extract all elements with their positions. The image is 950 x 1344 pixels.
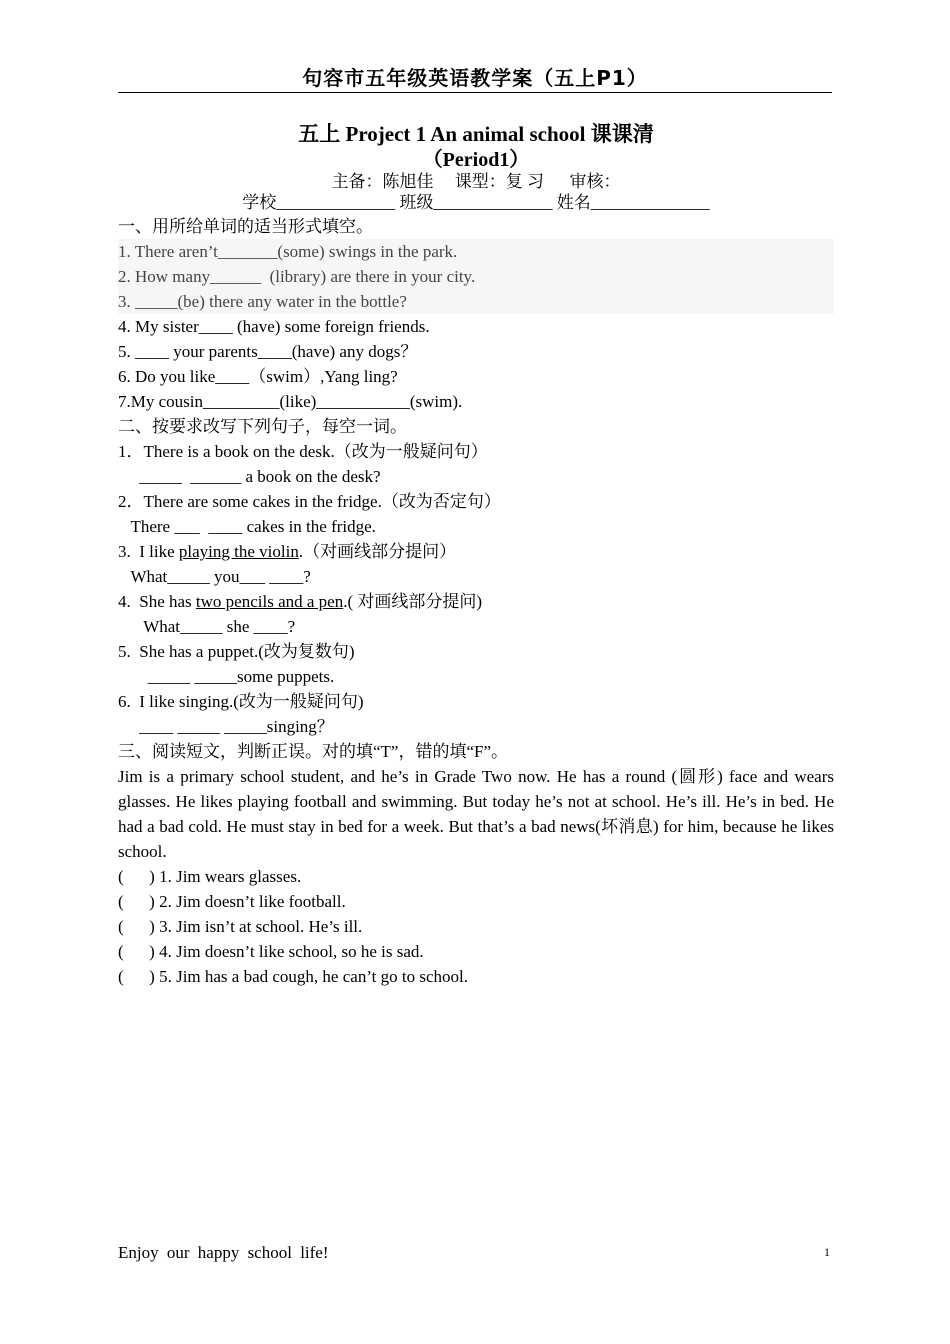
section1-item-6: 6. Do you like____（swim）,Yang ling? — [118, 367, 398, 386]
q3-underlined: playing the violin — [178, 542, 299, 561]
section2-answer-2: There ___ ____ cakes in the fridge. — [118, 517, 376, 536]
q3-suffix: .（对画线部分提问） — [298, 542, 457, 561]
q4-prefix: 4. She has — [118, 592, 196, 611]
section2-answer-5: _____ _____some puppets. — [118, 667, 335, 686]
judge-item-2: ( ) 2. Jim doesn’t like football. — [118, 892, 346, 911]
judge-item-4: ( ) 4. Jim doesn’t like school, so he is sad. — [118, 942, 424, 961]
footer-slogan: Enjoy our happy school life! — [118, 1243, 329, 1262]
section1-item-2: 2. How many______ (library) are there in your city. — [118, 264, 834, 289]
section2-answer-6: ____ _____ _____singing？ — [118, 717, 334, 736]
document-body — [118, 120, 834, 989]
judge-item-3: ( ) 3. Jim isn’t at school. He’s ill. — [118, 917, 363, 936]
section2-question-6: 6. I like singing.(改为一般疑问句) — [118, 692, 364, 711]
document-title: 五上 Project 1 An animal school 课课清 — [298, 122, 654, 146]
section2-answer-1: _____ ______ a book on the desk? — [118, 467, 381, 486]
section1-heading: 一、用所给单词的适当形式填空。 — [118, 217, 373, 236]
section2-heading: 二、按要求改写下列句子，每空一词。 — [118, 417, 407, 436]
section3-heading: 三、阅读短文，判断正误。对的填“T”，错的填“F”。 — [118, 742, 509, 761]
fields-line: 学校______________ 班级______________ 姓名______________ — [242, 193, 710, 212]
section2-answer-4: What_____ she ____? — [118, 617, 296, 636]
section1-item-1: 1. There aren’t_______(some) swings in the park. — [118, 239, 834, 264]
page-header: 句容市五年级英语教学案（五上P1） — [118, 62, 832, 93]
page-number: 1 — [824, 1245, 830, 1259]
document-subtitle: （Period1） — [422, 149, 530, 171]
section1-item-5: 5. ____ your parents____(have) any dogs？ — [118, 342, 418, 361]
section2-question-4 — [118, 589, 834, 614]
q4-suffix: .( 对画线部分提问) — [343, 592, 483, 611]
section2-question-3 — [118, 539, 834, 564]
section1-item-4: 4. My sister____ (have) some foreign friends. — [118, 317, 430, 336]
section2-answer-3: What_____ you___ ____? — [118, 567, 311, 586]
q3-prefix: 3. I like — [118, 542, 179, 561]
reading-passage: Jim is a primary school student, and he’s in Grade Two now. He has a round (圆形) face and wears glasses. He likes playing football and swimming. But today he’s not at school. He’s ill. He’s in bed. He had a bad cold. He must stay in bed for a week. But that’s a bad news(坏消息) for him, because he likes school. — [118, 767, 834, 861]
section2-question-2: 2．There are some cakes in the fridge.（改为否定句） — [118, 492, 501, 511]
judge-item-5: ( ) 5. Jim has a bad cough, he can’t go to school. — [118, 967, 469, 986]
q4-underlined: two pencils and a pen — [195, 592, 344, 611]
section2-question-5: 5. She has a puppet.(改为复数句) — [118, 642, 355, 661]
section1-item-3: 3. _____(be) there any water in the bottle? — [118, 289, 834, 314]
section2-question-1: 1．There is a book on the desk.（改为一般疑问句） — [118, 442, 488, 461]
section1-item-7: 7.My cousin_________(like)___________(swim). — [118, 392, 463, 411]
judge-item-1: ( ) 1. Jim wears glasses. — [118, 867, 302, 886]
meta-line: 主备：陈旭佳 课型：复 习 审核： — [331, 172, 621, 191]
